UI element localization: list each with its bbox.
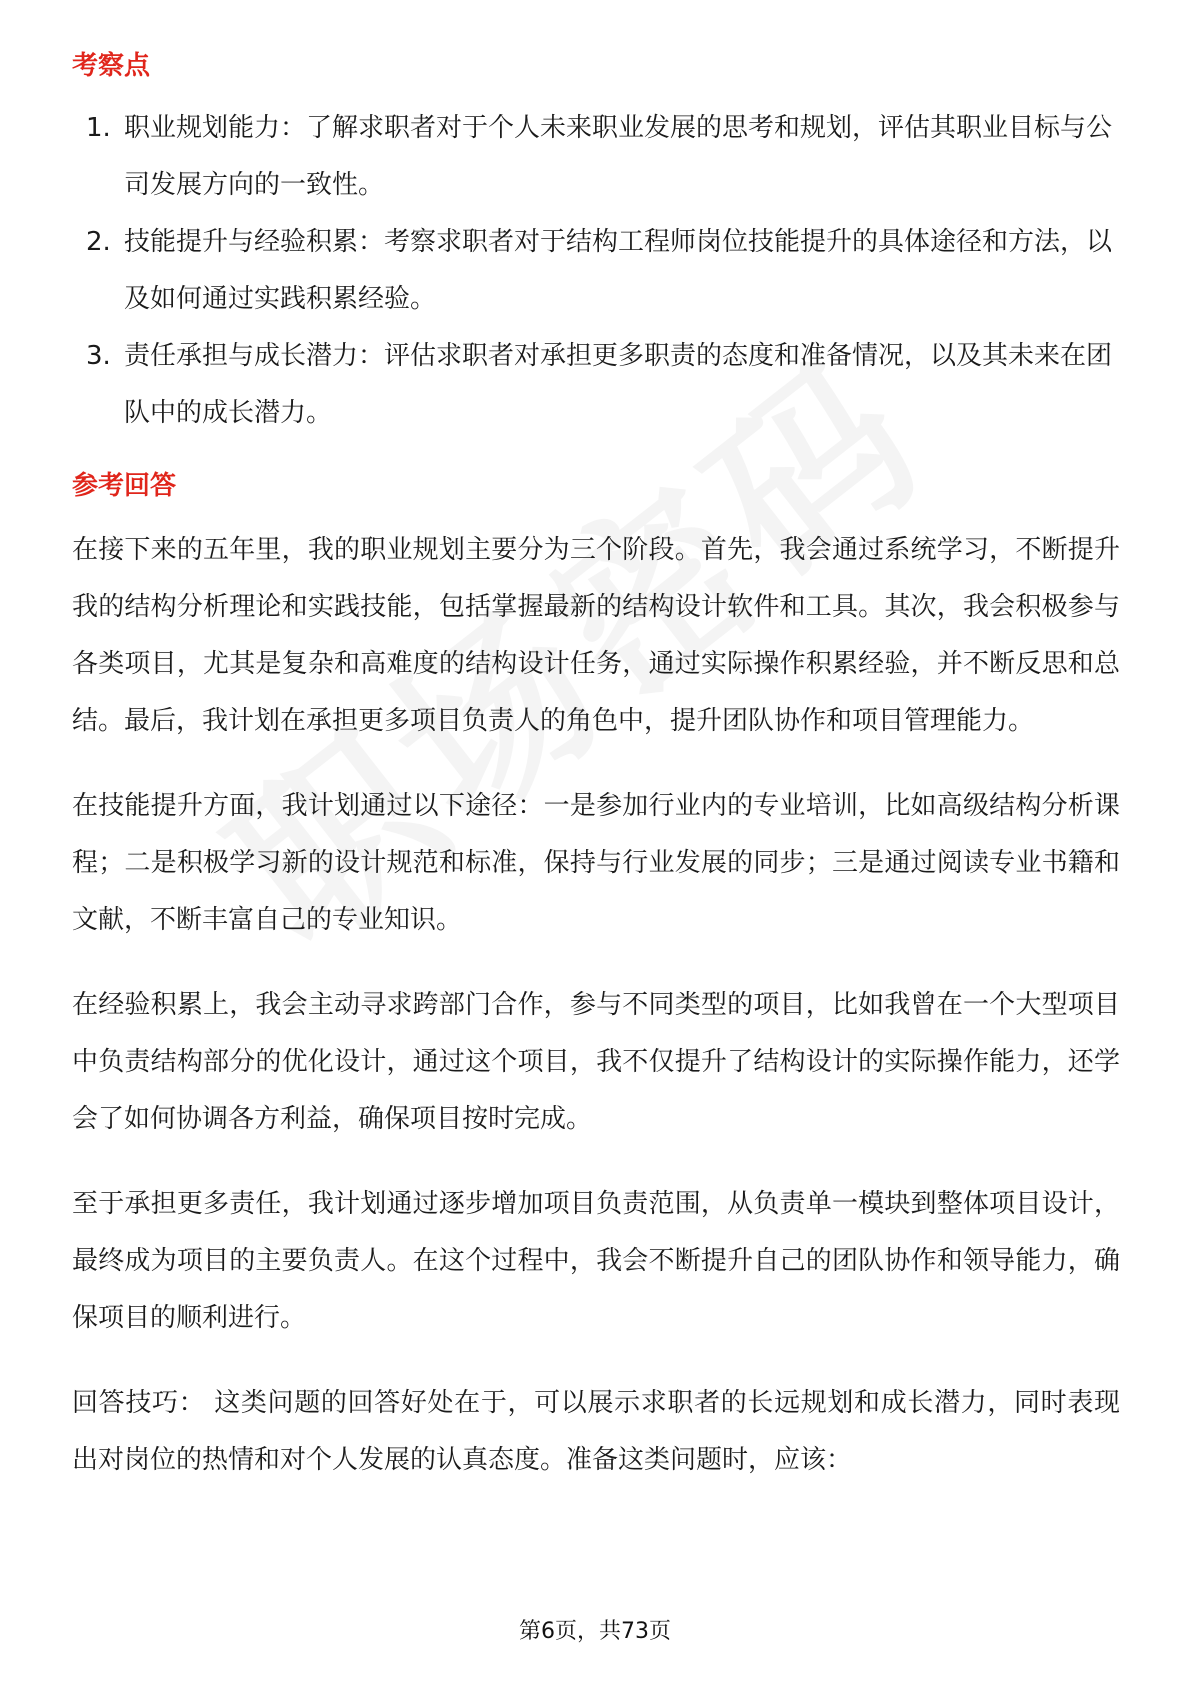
page-number: 第6页，共73页 bbox=[519, 1619, 671, 1644]
list-item-number: 1. bbox=[86, 113, 111, 143]
answer-paragraph: 在技能提升方面，我计划通过以下途径：一是参加行业内的专业培训，比如高级结构分析课程；二是积极学习新的设计规范和标准，保持与行业发展的同步；三是通过阅读专业书籍和文献，不断丰富自己的专业知识。 bbox=[72, 791, 1120, 935]
list-item-text: 责任承担与成长潜力：评估求职者对承担更多职责的态度和准备情况，以及其未来在团队中的成长潜力。 bbox=[124, 341, 1113, 428]
list-item-text: 职业规划能力：了解求职者对于个人未来职业发展的思考和规划，评估其职业目标与公司发展方向的一致性。 bbox=[124, 113, 1113, 200]
document-page bbox=[72, 46, 1120, 1489]
inspection-points-list bbox=[72, 100, 1120, 442]
list-item bbox=[72, 328, 1120, 442]
section-title-reference-answer: 参考回答 bbox=[72, 471, 177, 501]
answer-paragraph: 至于承担更多责任，我计划通过逐步增加项目负责范围，从负责单一模块到整体项目设计，最终成为项目的主要负责人。在这个过程中，我会不断提升自己的团队协作和领导能力，确保项目的顺利进行。 bbox=[72, 1189, 1120, 1333]
list-item bbox=[72, 214, 1120, 328]
answer-tips-paragraph: 回答技巧： 这类问题的回答好处在于，可以展示求职者的长远规划和成长潜力，同时表现出对岗位的热情和对个人发展的认真态度。准备这类问题时，应该： bbox=[72, 1388, 1120, 1475]
section-title-inspection-points: 考察点 bbox=[72, 51, 151, 81]
list-item-number: 2. bbox=[86, 227, 111, 257]
list-item bbox=[72, 100, 1120, 214]
list-item-number: 3. bbox=[86, 341, 111, 371]
answer-paragraph: 在经验积累上，我会主动寻求跨部门合作，参与不同类型的项目，比如我曾在一个大型项目中负责结构部分的优化设计，通过这个项目，我不仅提升了结构设计的实际操作能力，还学会了如何协调各方利益，确保项目按时完成。 bbox=[72, 990, 1120, 1134]
answer-paragraph: 在接下来的五年里，我的职业规划主要分为三个阶段。首先，我会通过系统学习，不断提升我的结构分析理论和实践技能，包括掌握最新的结构设计软件和工具。其次，我会积极参与各类项目，尤其是复杂和高难度的结构设计任务，通过实际操作积累经验，并不断反思和总结。最后，我计划在承担更多项目负责人的角色中，提升团队协作和项目管理能力。 bbox=[72, 535, 1120, 736]
list-item-text: 技能提升与经验积累：考察求职者对于结构工程师岗位技能提升的具体途径和方法，以及如何通过实践积累经验。 bbox=[124, 227, 1113, 314]
